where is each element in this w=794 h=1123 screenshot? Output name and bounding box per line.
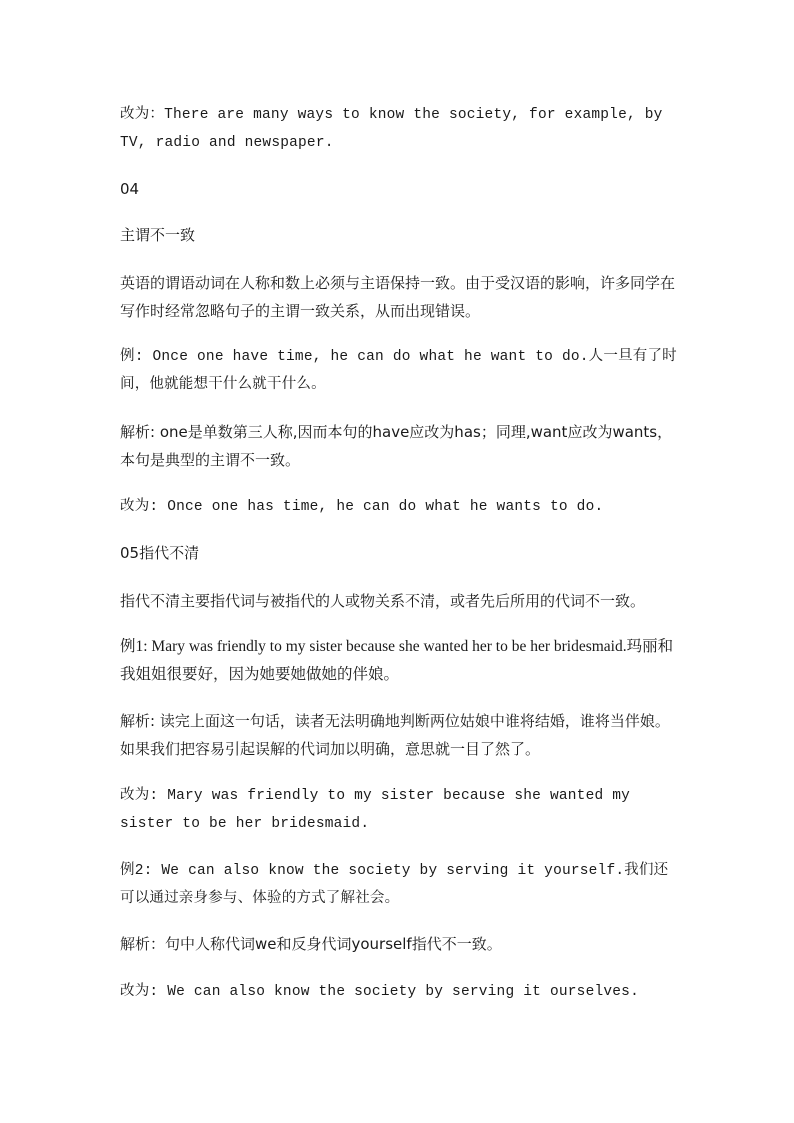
paragraph-revision-mary: 改为: Mary was friendly to my sister because she wanted my sister to be her bridesmaid. (120, 788, 631, 832)
paragraph-revision-once: 改为: Once one has time, he can do what he wants to do. (120, 499, 604, 515)
paragraph-analysis-example-2: 解析：句中人称代词we和反身代词yourself指代不一致。 (120, 935, 502, 953)
paragraph-analysis-example-1: 解析: 读完上面这一句话，读者无法明确地判断两位姑娘中谁将结婚，谁将当伴娘。如果我们把容易引起误解的代词加以明确，意思就一目了然了。 (120, 712, 670, 758)
paragraph-revision-society: 改为：There are many ways to know the society, for example, by TV, radio and newspaper. (120, 107, 663, 151)
paragraph-subject-verb-intro: 英语的谓语动词在人称和数上必须与主语保持一致。由于受汉语的影响，许多同学在写作时经常忽略句子的主谓一致关系，从而出现错误。 (120, 274, 676, 320)
paragraph-example-once: 例: Once one have time, he can do what he want to do.人一旦有了时间，他就能想干什么就干什么。 (120, 349, 677, 393)
paragraph-analysis-one: 解析: one是单数第三人称,因而本句的have应改为has；同理,want应改为wants，本句是典型的主谓不一致。 (120, 423, 673, 469)
section-heading-subject-verb: 主谓不一致 (120, 226, 196, 244)
section-heading-reference: 05指代不清 (120, 544, 200, 562)
paragraph-revision-ourselves: 改为: We can also know the society by serving it ourselves. (120, 984, 639, 1000)
paragraph-reference-intro: 指代不清主要指代词与被指代的人或物关系不清，或者先后所用的代词不一致。 (120, 592, 646, 610)
paragraph-example-2: 例2: We can also know the society by serving it yourself.我们还可以通过亲身参与、体验的方式了解社会。 (120, 863, 669, 907)
section-number-04: 04 (120, 180, 140, 198)
paragraph-example-1: 例1: Mary was friendly to my sister because she wanted her to be her bridesmaid.玛丽和我姐姐很要好，因为她要她做她的伴娘。 (120, 638, 674, 683)
